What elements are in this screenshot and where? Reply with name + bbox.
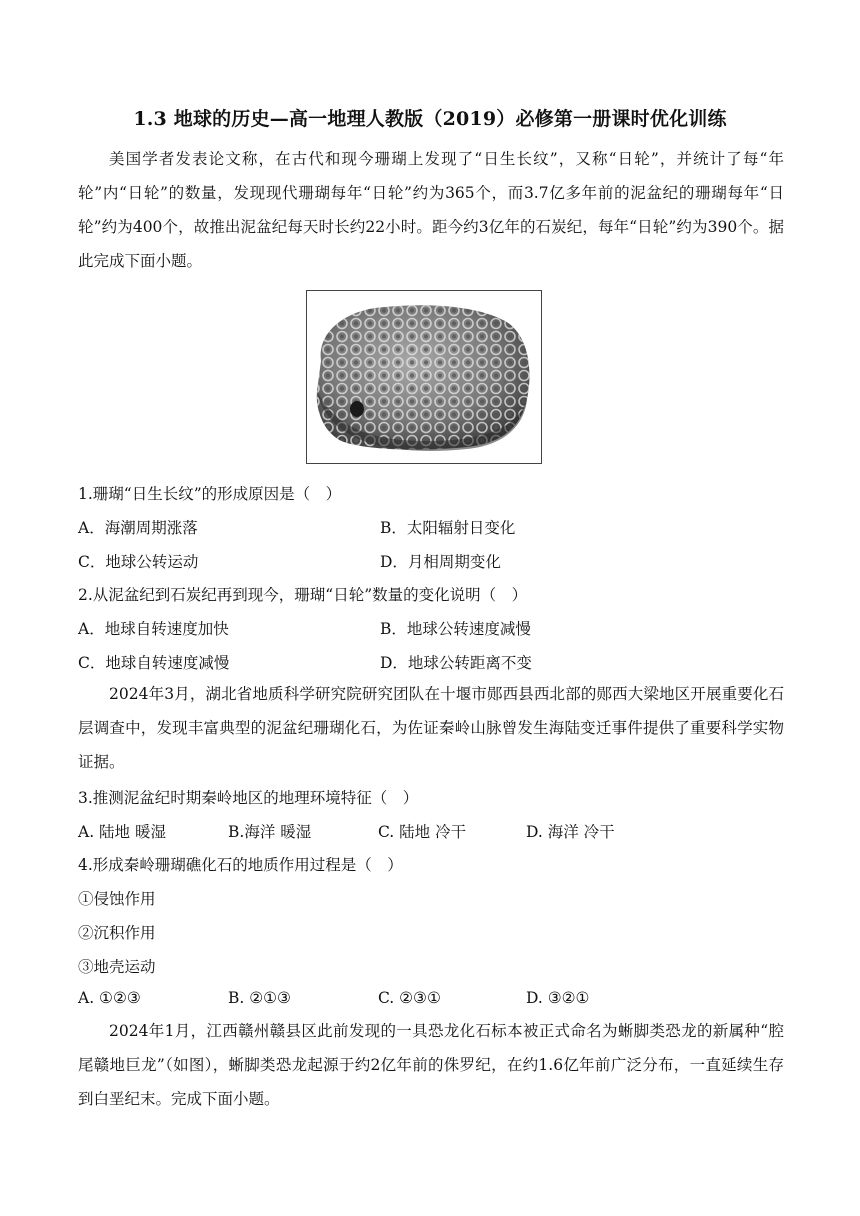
- question-1-option-a[interactable]: A．海潮周期涨落: [78, 519, 198, 537]
- question-1-stem: 1.珊瑚“日生长纹”的形成原因是（ ）: [78, 485, 342, 503]
- reading-passage-3: 2024年1月，江西赣州赣县区此前发现的一具恐龙化石标本被正式命名为蜥脚类恐龙的新属种“腔尾赣地巨龙”（如图），蜥脚类恐龙起源于约2亿年前的侏罗纪，在约1.6亿年前广泛分布，一直延续生存到白垩纪末。完成下面小题。: [78, 1022, 784, 1108]
- question-1-option-b[interactable]: B．太阳辐射日变化: [380, 519, 516, 537]
- question-2-option-b[interactable]: B．地球公转速度减慢: [380, 620, 531, 638]
- question-4-option-b[interactable]: B. ②①③: [228, 989, 291, 1007]
- question-4-option-c[interactable]: C. ②③①: [378, 989, 441, 1007]
- question-2-option-d[interactable]: D．地球公转距离不变: [380, 654, 532, 672]
- question-4-item-2: ②沉积作用: [78, 924, 156, 942]
- question-4-option-a[interactable]: A. ①②③: [78, 989, 141, 1007]
- question-4-option-d[interactable]: D. ③②①: [526, 989, 590, 1007]
- question-2-stem: 2.从泥盆纪到石炭纪再到现今，珊瑚“日轮”数量的变化说明（ ）: [78, 586, 528, 604]
- question-3-stem: 3.推测泥盆纪时期秦岭地区的地理环境特征（ ）: [78, 789, 419, 807]
- question-1-option-d[interactable]: D．月相周期变化: [380, 553, 501, 571]
- question-2-option-c[interactable]: C．地球自转速度减慢: [78, 654, 230, 672]
- question-4-stem: 4.形成秦岭珊瑚礁化石的地质作用过程是（ ）: [78, 856, 403, 874]
- question-3-option-b[interactable]: B.海洋 暖湿: [228, 823, 312, 841]
- page-title: 1.3 地球的历史—高一地理人教版（2019）必修第一册课时优化训练: [133, 108, 727, 130]
- question-4-item-3: ③地壳运动: [78, 958, 156, 976]
- coral-fossil-icon: [307, 291, 541, 463]
- question-3-option-d[interactable]: D. 海洋 冷干: [526, 823, 615, 841]
- question-2-option-a[interactable]: A．地球自转速度加快: [78, 620, 229, 638]
- question-3-option-c[interactable]: C. 陆地 冷干: [378, 823, 467, 841]
- question-3-option-a[interactable]: A. 陆地 暖湿: [78, 823, 166, 841]
- question-1-option-c[interactable]: C．地球公转运动: [78, 553, 199, 571]
- question-4-item-1: ①侵蚀作用: [78, 890, 156, 908]
- reading-passage-1: 美国学者发表论文称，在古代和现今珊瑚上发现了“日生长纹”，又称“日轮”，并统计了每“年轮”内“日轮”的数量，发现现代珊瑚每年“日轮”约为365个，而3.7亿多年前的泥盆纪的珊瑚每年“日轮”约为400个，故推出泥盆纪每天时长约22小时。距今约3亿年的石炭纪，每年“日轮”约为390个。据此完成下面小题。: [78, 150, 784, 270]
- reading-passage-2: 2024年3月，湖北省地质科学研究院研究团队在十堰市郧西县西北部的郧西大梁地区开展重要化石层调查中，发现丰富典型的泥盆纪珊瑚化石，为佐证秦岭山脉曾发生海陆变迁事件提供了重要科学实物证据。: [78, 685, 784, 771]
- coral-fossil-photo: [306, 290, 542, 464]
